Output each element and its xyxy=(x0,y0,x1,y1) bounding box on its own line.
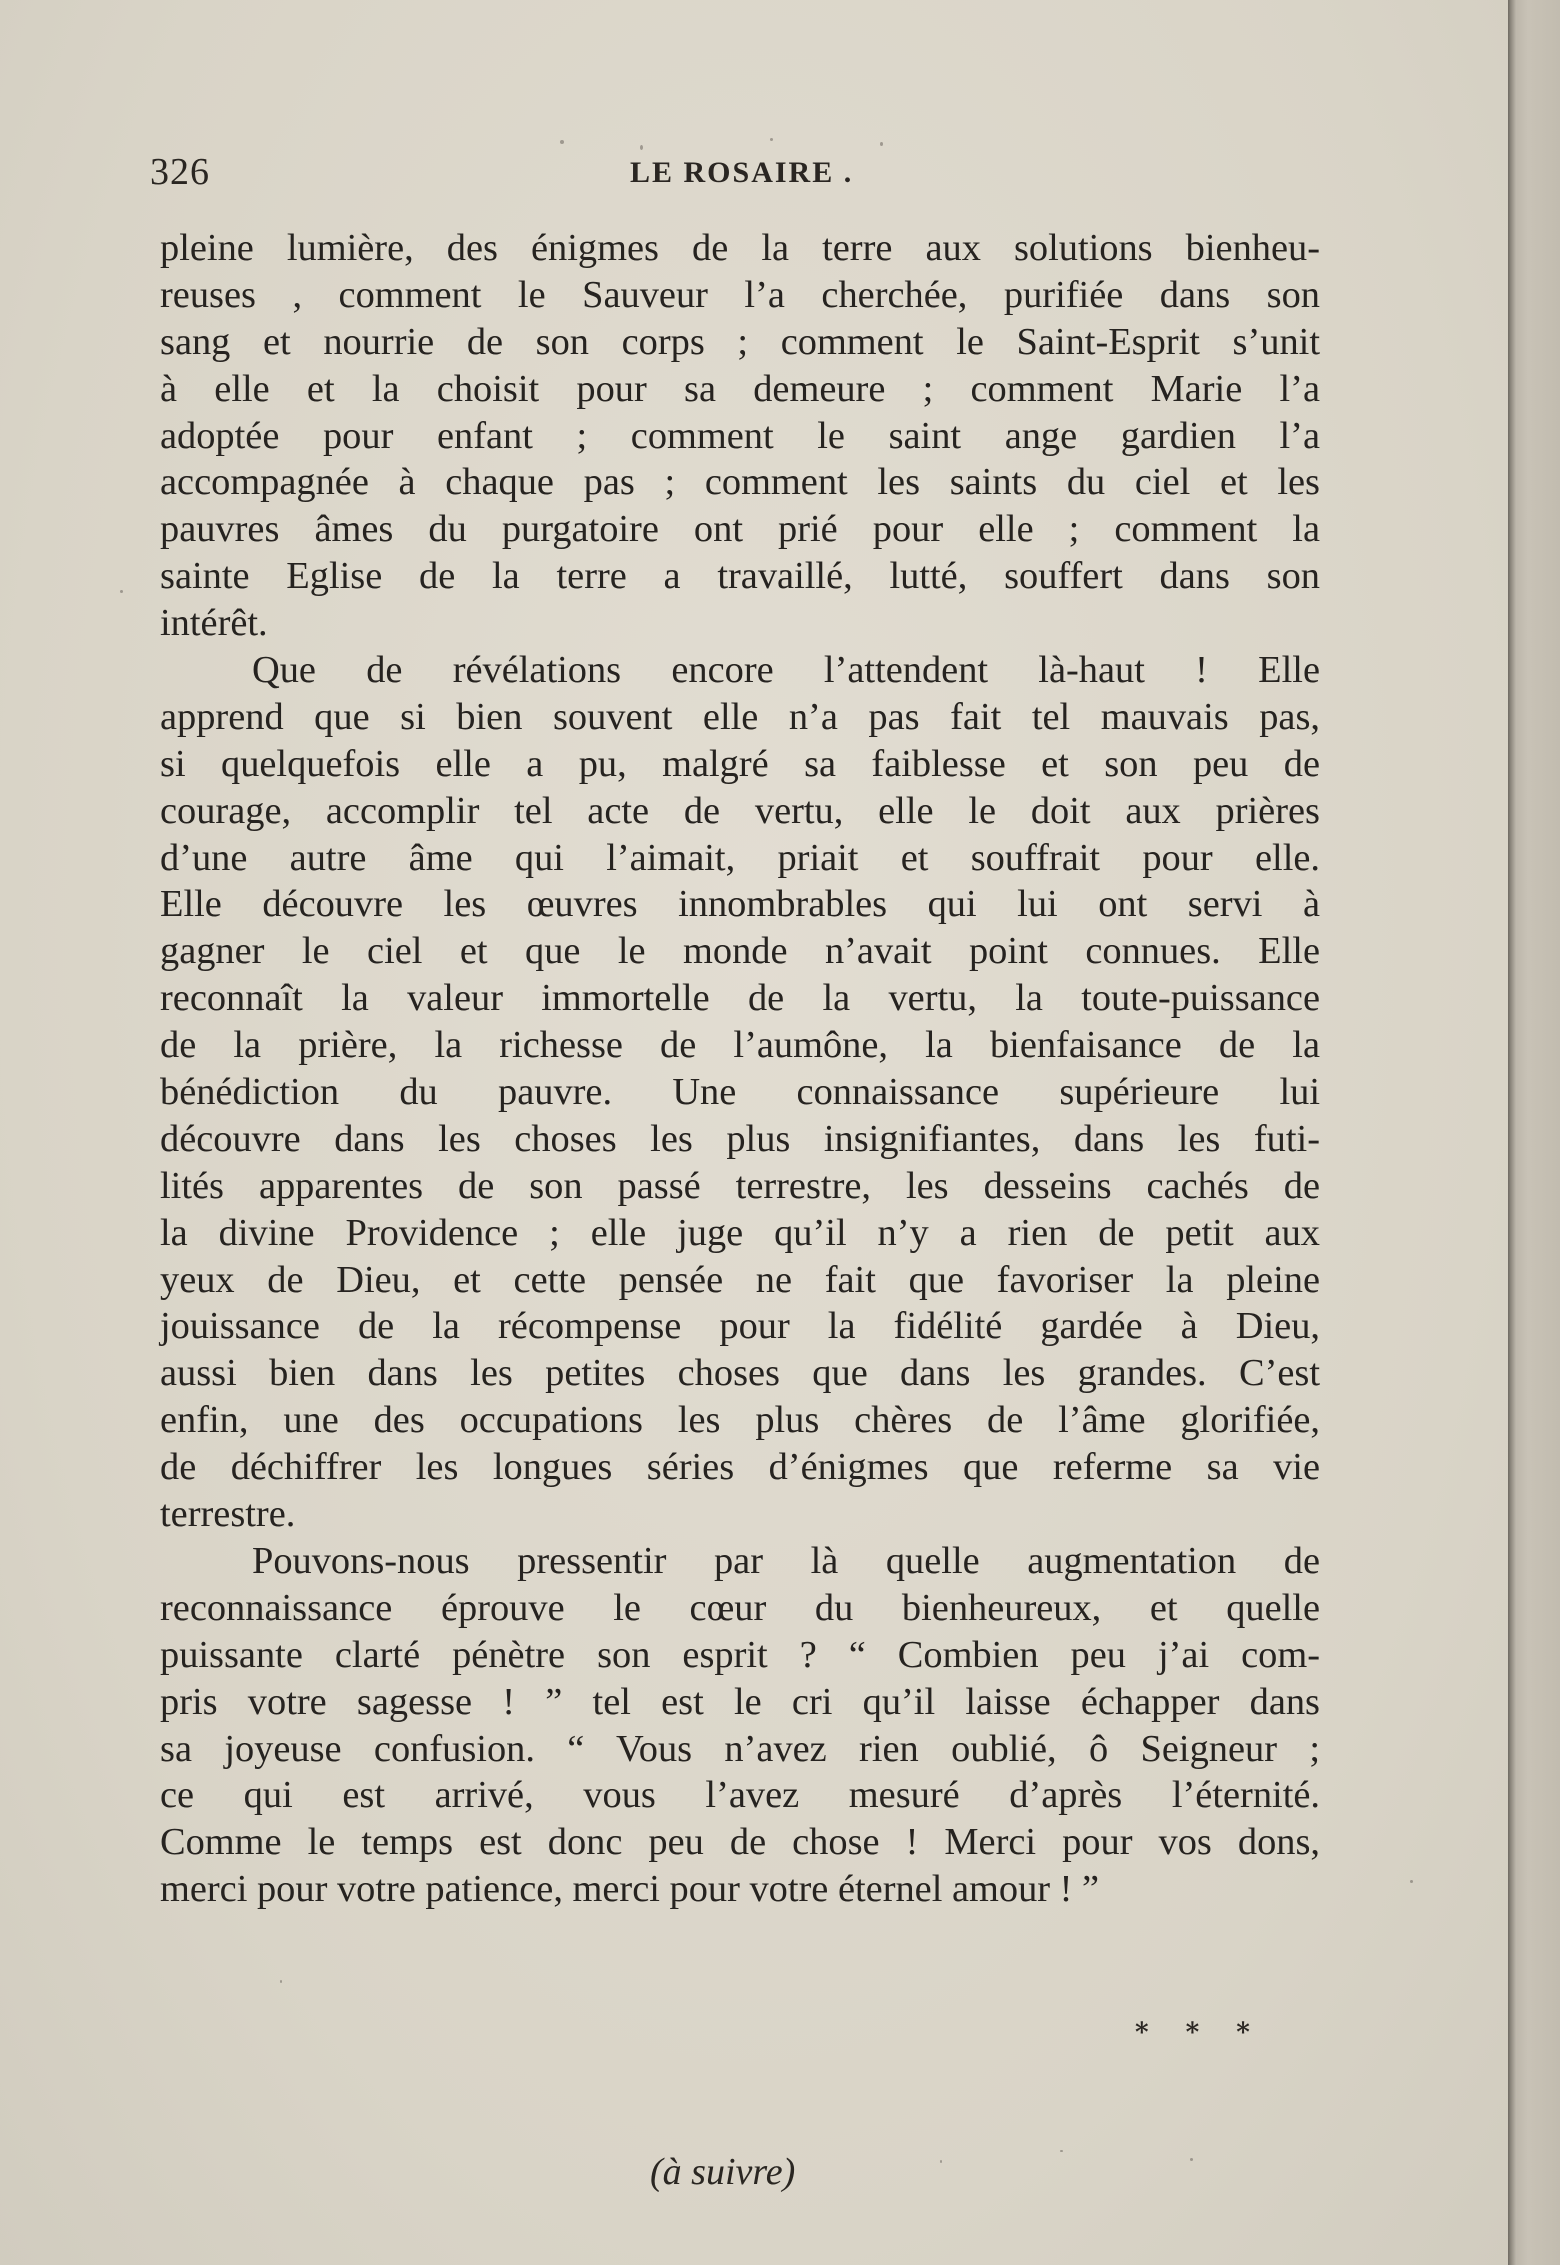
text-line: adoptée pour enfant ; comment le saint ange gardien l’a xyxy=(160,414,1320,457)
text-line: intérêt. xyxy=(160,602,268,645)
paragraph xyxy=(160,1538,1320,1913)
running-title: LE ROSAIRE . xyxy=(630,156,854,189)
page-header xyxy=(150,150,1320,200)
text-line: apprend que si bien souvent elle n’a pas fait tel mauvais pas, xyxy=(160,695,1320,738)
text-line: Pouvons-nous pressentir par là quelle augmentation de xyxy=(252,1539,1320,1582)
text-line: de déchiffrer les longues séries d’énigmes que referme sa vie xyxy=(160,1446,1320,1489)
text-line: lités apparentes de son passé terrestre, les desseins cachés de xyxy=(160,1164,1320,1207)
text-line: pauvres âmes du purgatoire ont prié pour elle ; comment la xyxy=(160,508,1320,551)
text-line: si quelquefois elle a pu, malgré sa faiblesse et son peu de xyxy=(160,742,1320,785)
continued-note xyxy=(650,2150,795,2194)
paragraph-container xyxy=(160,225,1320,1913)
text-line: enfin, une des occupations les plus chères de l’âme glorifiée, xyxy=(160,1399,1320,1442)
paper-speck xyxy=(1060,2150,1063,2152)
text-line: terrestre. xyxy=(160,1493,296,1536)
text-line: reconnaissance éprouve le cœur du bienheureux, et quelle xyxy=(160,1586,1320,1629)
text-line: de la prière, la richesse de l’aumône, la bienfaisance de la xyxy=(160,1024,1320,1067)
text-line: reconnaît la valeur immortelle de la vertu, la toute-puissance xyxy=(160,977,1320,1020)
paper-speck xyxy=(560,140,564,144)
text-line: aussi bien dans les petites choses que dans les grandes. C’est xyxy=(160,1352,1320,1395)
text-line: la divine Providence ; elle juge qu’il n’y a rien de petit aux xyxy=(160,1211,1320,1254)
paper-speck xyxy=(770,138,773,141)
page-body xyxy=(160,225,1320,1913)
paragraph xyxy=(160,225,1320,647)
paper-speck xyxy=(880,142,883,146)
text-line: Que de révélations encore l’attendent là-haut ! Elle xyxy=(252,649,1320,692)
continued-text: (à suivre) xyxy=(650,2151,796,2193)
text-line: sainte Eglise de la terre a travaillé, lutté, souffert dans son xyxy=(160,555,1320,598)
paper-speck xyxy=(120,590,123,593)
paragraph xyxy=(160,647,1320,1538)
paper-speck xyxy=(1410,1880,1413,1883)
text-line: sang et nourrie de son corps ; comment le Saint-Esprit s’unit xyxy=(160,320,1320,363)
text-line: découvre dans les choses les plus insignifiantes, dans les futi- xyxy=(160,1117,1320,1160)
text-line: sa joyeuse confusion. “ Vous n’avez rien oublié, ô Seigneur ; xyxy=(160,1727,1320,1770)
text-line: courage, accomplir tel acte de vertu, elle le doit aux prières xyxy=(160,789,1320,832)
text-line: Elle découvre les œuvres innombrables qui lui ont servi à xyxy=(160,883,1320,926)
paper-speck xyxy=(940,2160,942,2163)
text-line: à elle et la choisit pour sa demeure ; comment Marie l’a xyxy=(160,367,1320,410)
text-line: ce qui est arrivé, vous l’avez mesuré d’après l’éternité. xyxy=(160,1774,1320,1817)
text-line: bénédiction du pauvre. Une connaissance supérieure lui xyxy=(160,1071,1320,1114)
text-line: pris votre sagesse ! ” tel est le cri qu’il laisse échapper dans xyxy=(160,1680,1320,1723)
paper-speck xyxy=(280,1980,282,1983)
text-line: puissante clarté pénètre son esprit ? “ Combien peu j’ai com- xyxy=(160,1633,1320,1676)
text-line: pleine lumière, des énigmes de la terre aux solutions bienheu- xyxy=(160,227,1320,269)
text-line: merci pour votre patience, merci pour votre éternel amour ! ” xyxy=(160,1868,1100,1911)
text-line: gagner le ciel et que le monde n’avait point connues. Elle xyxy=(160,930,1320,973)
text-line: accompagnée à chaque pas ; comment les saints du ciel et les xyxy=(160,461,1320,504)
paper-speck xyxy=(640,145,643,150)
paper-speck xyxy=(1190,2158,1193,2161)
text-line: jouissance de la récompense pour la fidélité gardée à Dieu, xyxy=(160,1305,1320,1348)
page-number: 326 xyxy=(150,151,210,193)
text-line: reuses , comment le Sauveur l’a cherchée, purifiée dans son xyxy=(160,273,1320,316)
section-separator: * * * xyxy=(1135,2018,1264,2048)
text-line: Comme le temps est donc peu de chose ! Merci pour vos dons, xyxy=(160,1821,1320,1864)
text-line: d’une autre âme qui l’aimait, priait et souffrait pour elle. xyxy=(160,836,1320,879)
book-gutter-edge xyxy=(1508,0,1560,2265)
text-line: yeux de Dieu, et cette pensée ne fait que favoriser la pleine xyxy=(160,1258,1320,1301)
